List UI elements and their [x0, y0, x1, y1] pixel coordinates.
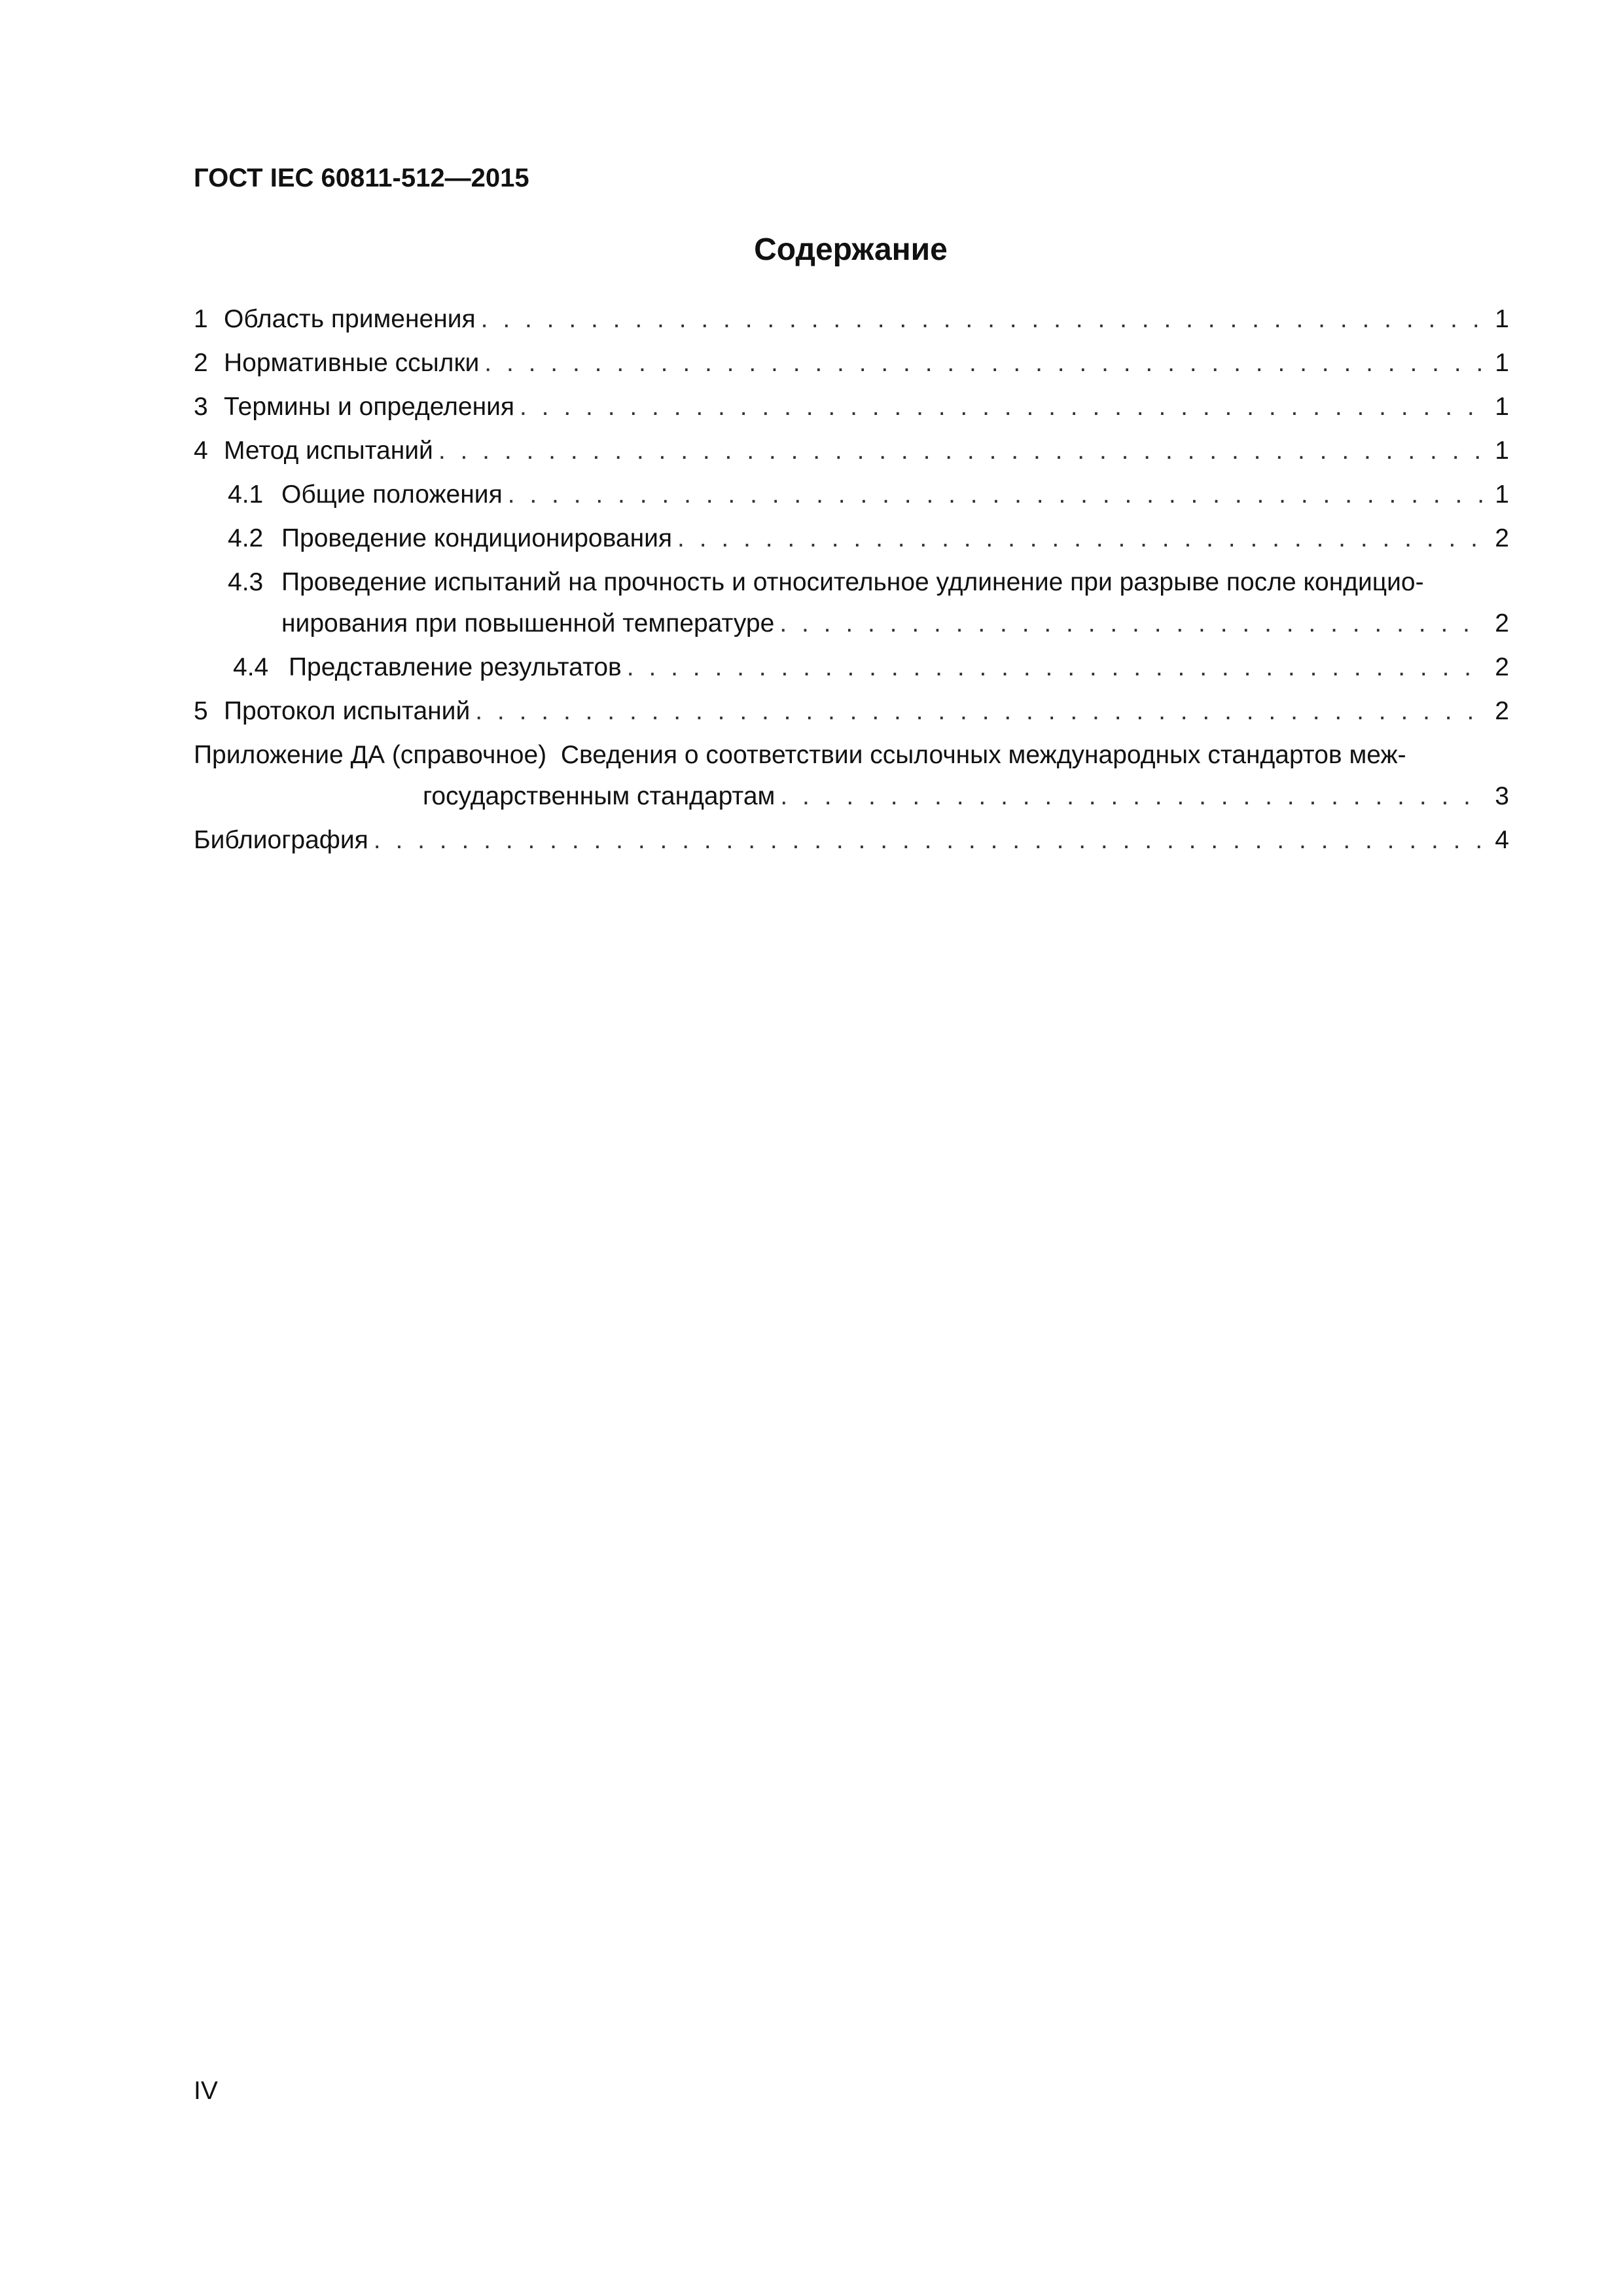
- dot-leader: [780, 777, 1486, 816]
- toc-page: 3: [1495, 782, 1509, 810]
- dot-leader: [677, 519, 1486, 558]
- toc-page: 2: [1495, 653, 1509, 681]
- toc-label: Библиография: [194, 826, 368, 854]
- toc-number: 4.4: [233, 653, 269, 681]
- toc-label: Область применения: [224, 305, 476, 333]
- toc-entry-4-3[interactable]: [194, 563, 1509, 643]
- toc-entry-2[interactable]: [194, 344, 1509, 383]
- toc-label: Метод испытаний: [224, 437, 433, 465]
- dot-leader: [475, 692, 1486, 731]
- toc-label: Нормативные ссылки: [224, 349, 480, 377]
- toc-entry-4[interactable]: [194, 431, 1509, 471]
- toc-page: 2: [1495, 609, 1509, 637]
- toc-label: Проведение кондиционирования: [281, 524, 673, 552]
- toc-label: Протокол испытаний: [224, 697, 471, 725]
- toc-label-line1: Проведение испытаний на прочность и относительное удлинение при разрыве после кондицио-: [281, 568, 1424, 596]
- toc-label-line2: нирования при повышенной температуре: [281, 609, 775, 637]
- dot-leader: [627, 648, 1486, 687]
- page-number: IV: [194, 2077, 218, 2105]
- dot-leader: [438, 431, 1486, 471]
- toc-label-line1: Приложение ДА (справочное) Сведения о соответствии ссылочных международных стандартов меж-: [194, 741, 1406, 769]
- toc-label: Общие положения: [281, 480, 503, 509]
- toc-entry-3[interactable]: [194, 387, 1509, 427]
- toc-page: 1: [1495, 437, 1509, 465]
- toc-page: 4: [1495, 826, 1509, 854]
- toc-entry-1[interactable]: [194, 300, 1509, 339]
- dot-leader: [374, 821, 1486, 860]
- dot-leader: [520, 387, 1486, 427]
- toc-label: Термины и определения: [224, 393, 515, 421]
- dot-leader: [508, 475, 1486, 514]
- toc-number: 4: [194, 437, 208, 465]
- toc-page: 2: [1495, 524, 1509, 552]
- toc-page: 1: [1495, 393, 1509, 421]
- toc-page: 1: [1495, 480, 1509, 509]
- toc-label-line2: государственным стандартам: [423, 782, 776, 810]
- dot-leader: [779, 604, 1486, 643]
- toc-page: 2: [1495, 697, 1509, 725]
- toc-entry-4-4[interactable]: [194, 648, 1509, 687]
- toc-number: 1: [194, 305, 208, 333]
- toc-number: 3: [194, 393, 208, 421]
- toc-entry-4-2[interactable]: [194, 519, 1509, 558]
- toc-number: 2: [194, 349, 208, 377]
- toc-label: Представление результатов: [289, 653, 622, 681]
- toc-number: 4.1: [228, 480, 264, 509]
- dot-leader: [484, 344, 1486, 383]
- toc-page: 1: [1495, 349, 1509, 377]
- toc-number: 4.2: [228, 524, 264, 552]
- toc-page: 1: [1495, 305, 1509, 333]
- dot-leader: [481, 300, 1486, 339]
- toc-entry-bibliography[interactable]: [194, 821, 1509, 860]
- toc-entry-appendix[interactable]: [194, 736, 1509, 816]
- toc-entry-5[interactable]: [194, 692, 1509, 731]
- table-of-contents: [194, 300, 1509, 865]
- toc-title: Содержание: [754, 232, 948, 267]
- document-code: ГОСТ IEC 60811-512—2015: [194, 164, 529, 192]
- toc-number: 5: [194, 697, 208, 725]
- toc-number: 4.3: [228, 568, 264, 596]
- toc-entry-4-1[interactable]: [194, 475, 1509, 514]
